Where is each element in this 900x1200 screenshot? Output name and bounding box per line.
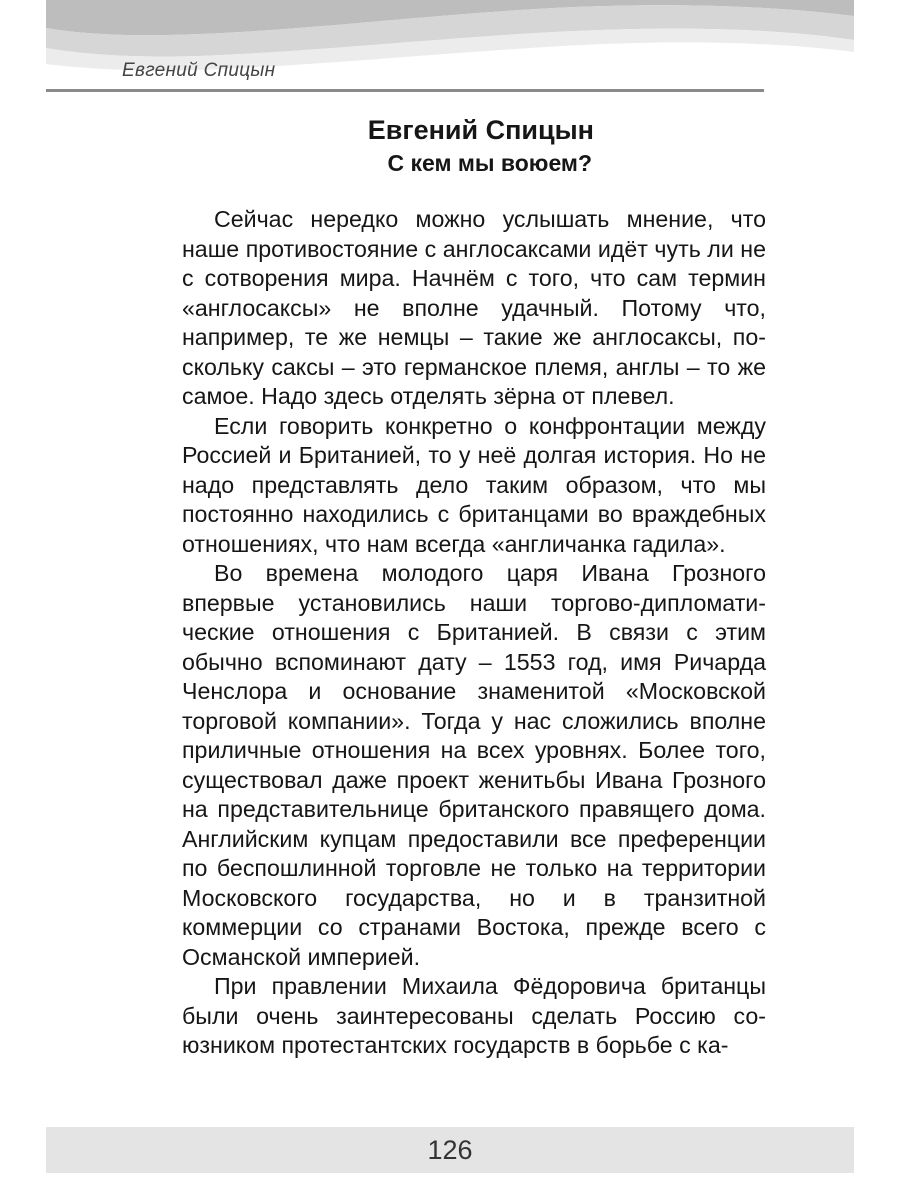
paragraph: Сейчас нередко можно услышать мнение, что наше противостояние с англосаксами идёт чуть ли не с сотворения мира. Начнём с того, что сам термин «англосаксы» не вполне удачный. Потому что, например, те же немцы – такие же англосаксы, поскольку саксы – это германское племя, англы – то же самое. Надо здесь отделять зёрна от плевел.	[182, 206, 766, 409]
page-number: 126	[427, 1135, 473, 1165]
paragraph: Если говорить конкретно о конфронтации между Россией и Британией, то у неё долгая история. Но не надо представлять дело таким образом, что мы постоянно находились с британцами во враждебных отношениях, что нам всегда «англичанка гадила».	[182, 412, 766, 557]
header-decoration	[0, 0, 900, 120]
article-author: Евгений Спицын	[367, 115, 594, 145]
article-heading	[180, 112, 764, 178]
paragraph: Во времена молодого царя Ивана Грозного впервые установились наши торгово-дипломатические отношения с Британией. В связи с этим обычно вспоминают дату – 1553 год, имя Ричарда Ченслора и основание знаменитой «Московской торговой компании». Тогда у нас сложились вполне приличные отношения на всех уровнях. Более того, существовал даже проект женитьбы Ивана Грозного на представительнице британского правящего дома. Английским купцам предоставили все преференции по беспошлинной торговле не только на территории Московского государства, но и в транзитной коммерции со странами Востока, прежде всего с Османской империей.	[182, 560, 766, 970]
article-title: С кем мы воюем?	[387, 150, 592, 176]
paragraph: При правлении Михаила Фёдоровича британцы были очень заинтересованы сделать Россию союзником протестантских государств в борьбе с ка-	[182, 973, 766, 1058]
header-divider	[46, 89, 764, 92]
footer-bar	[46, 1127, 854, 1173]
article-body	[182, 205, 766, 1061]
running-head: Евгений Спицын	[122, 60, 276, 81]
